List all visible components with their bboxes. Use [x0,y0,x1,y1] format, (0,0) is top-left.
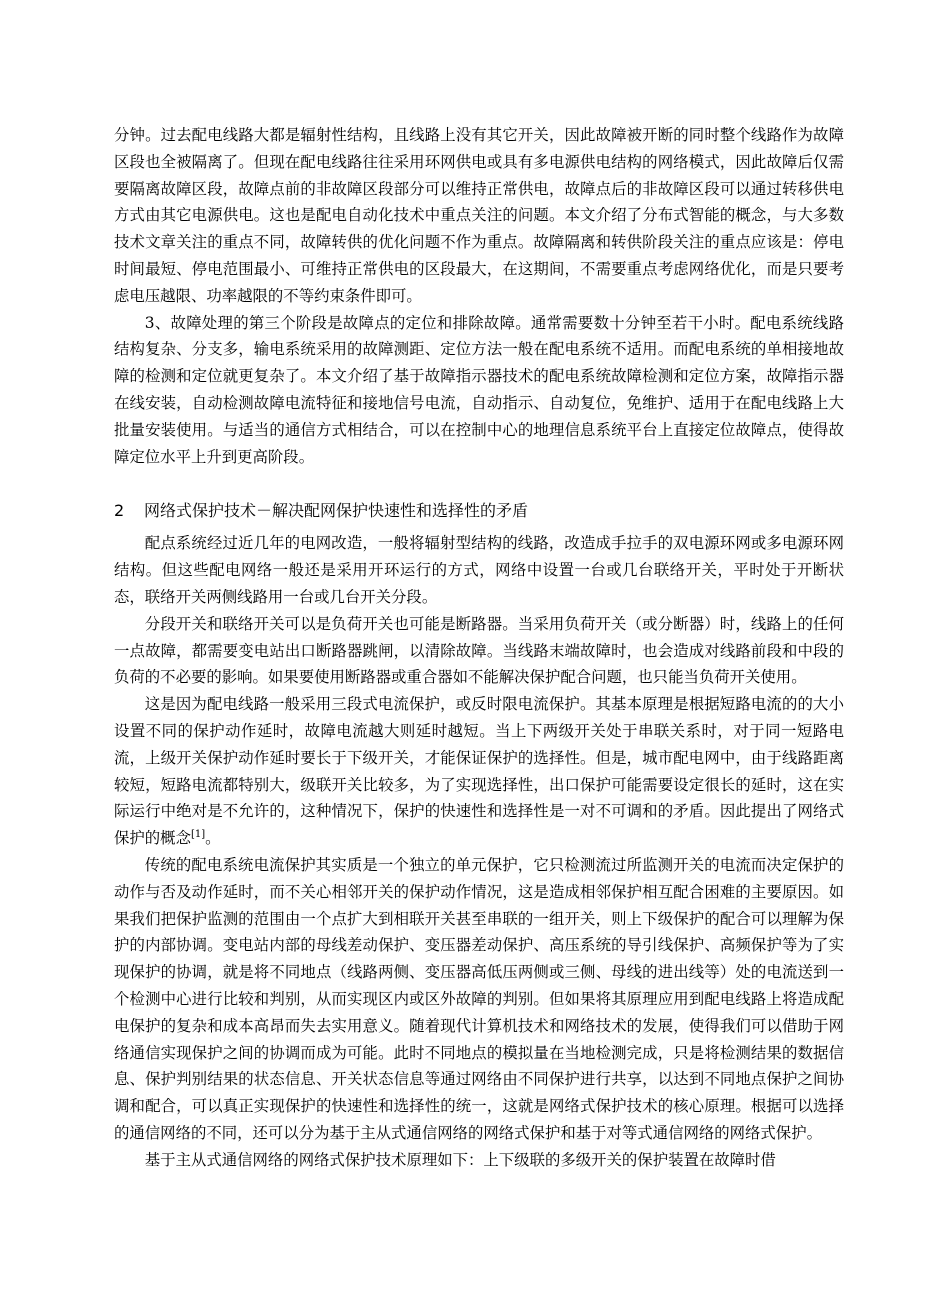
section-title: 网络式保护技术－解决配网保护快速性和选择性的矛盾 [144,501,529,521]
paragraph-three-stage-protection [114,691,844,852]
section-number: 2 [114,501,125,521]
paragraph-traditional-protection: 传统的配电系统电流保护其实质是一个独立的单元保护，它只检测流过所监测开关的电流而决定保护的动作与否及动作延时，而不关心相邻开关的保护动作情况，这是造成相邻保护相互配合困难的主要原因。如果我们把保护监测的范围由一个点扩大到相联开关甚至串联的一组开关，则上下级保护的配合可以理解为保护的内部协调。变电站内部的母线差动保护、变压器差动保护、高压系统的导引线保护、高频保护等为了实现保护的协调，就是将不同地点（线路两侧、变压器高低压两侧或三侧、母线的进出线等）处的电流送到一个检测中心进行比较和判别，从而实现区内或区外故障的判别。但如果将其原理应用到配电线路上将造成配电保护的复杂和成本高昂而失去实用意义。随着现代计算机技术和网络技术的发展，使得我们可以借助于网络通信实现保护之间的协调而成为可能。此时不同地点的模拟量在当地检测完成，只是将检测结果的数据信息、保护判别结果的状态信息、开关状态信息等通过网络由不同保护进行共享，以达到不同地点保护之间协调和配合，可以真正实现保护的快速性和选择性的统一，这就是网络式保护技术的核心原理。根据可以选择的通信网络的不同，还可以分为基于主从式通信网络的网络式保护和基于对等式通信网络的网络式保护。 [114,855,844,1142]
paragraph-load-switch: 分段开关和联络开关可以是负荷开关也可能是断路器。当采用负荷开关（或分断器）时，线路上的任何一点故障，都需要变电站出口断路器跳闸，以清除故障。当线路末端故障时，也会造成对线路前段和中段的负荷的不必要的影响。如果要使用断路器或重合器如不能解决保护配合问题，也只能当负荷开关使用。 [114,614,844,687]
paragraph-three-stage-text: 这是因为配电线路一般采用三段式电流保护，或反时限电流保护。其基本原理是根据短路电流的的大小设置不同的保护动作延时，故障电流越大则延时越短。当上下两级开关处于串联关系时，对于同一短路电流，上级开关保护动作延时要长于下级开关，才能保证保护的选择性。但是，城市配电网中，由于线路距离较短，短路电流都特别大，级联开关比较多，为了实现选择性，出口保护可能需要设定很长的延时，这在实际运行中绝对是不允许的，这种情况下，保护的快速性和选择性是一对不可调和的矛盾。因此提出了网络式保护的概念 [114,695,844,848]
paragraph-fault-stage-3: 3、故障处理的第三个阶段是故障点的定位和排除故障。通常需要数十分钟至若干小时。配电系统线路结构复杂、分支多，输电系统采用的故障测距、定位方法一般在配电系统不适用。而配电系统的单相接地故障的检测和定位就更复杂了。本文介绍了基于故障指示器技术的配电系统故障检测和定位方案，故障指示器在线安装，自动检测故障电流特征和接地信号电流，自动指示、自动复位，免维护、适用于在配电线路上大批量安装使用。与适当的通信方式相结合，可以在控制中心的地理信息系统平台上直接定位故障点，使得故障定位水平上升到更高阶段。 [114,313,844,466]
paragraph-network-reform: 配点系统经过近几年的电网改造，一般将辐射型结构的线路，改造成手拉手的双电源环网或多电源环网结构。但这些配电网络一般还是采用开环运行的方式，网络中设置一台或几台联络开关，平时处于开断状态，联络开关两侧线路用一台或几台开关分段。 [114,534,844,606]
paragraph-three-stage-tail: 。 [205,829,221,848]
paragraph-continuation: 分钟。过去配电线路大都是辐射性结构，且线路上没有其它开关，因此故障被开断的同时整个线路作为故障区段也全被隔离了。但现在配电线路往往采用环网供电或具有多电源供电结构的网络模式，因此故障后仅需要隔离故障区段，故障点前的非故障区段部分可以维持正常供电，故障点后的非故障区段可以通过转移供电方式由其它电源供电。这也是配电自动化技术中重点关注的问题。本文介绍了分布式智能的概念，与大多数技术文章关注的重点不同，故障转供的优化问题不作为重点。故障隔离和转供阶段关注的重点应该是：停电时间最短、停电范围最小、可维持正常供电的区段最大，在这期间，不需要重点考虑网络优化，而是只要考虑电压越限、功率越限的不等约束条件即可。 [114,126,844,305]
citation-ref[interactable]: [1] [190,829,206,840]
section-heading [114,498,844,524]
paragraph-master-slave: 基于主从式通信网络的网络式保护技术原理如下：上下级联的多级开关的保护装置在故障时借 [144,1150,776,1169]
text-column [114,122,844,1173]
